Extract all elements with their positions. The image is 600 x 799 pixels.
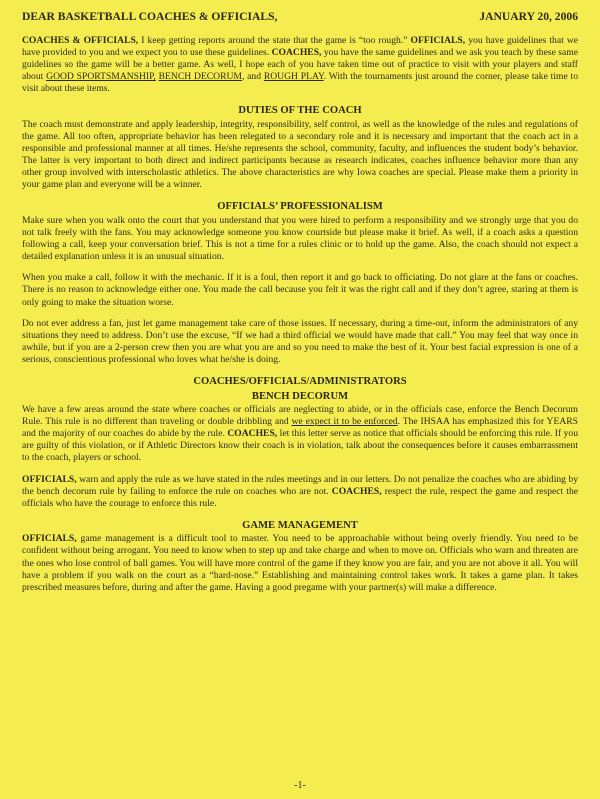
section-title-game-management: GAME MANAGEMENT <box>242 519 358 531</box>
bench-text-4: warn and apply the rule as we have stated in the rules meetings and in our letters. Do not penalize the coaches who are abiding by the bench decorum rule by failing to enforce the rule on coaches who are not. <box>22 473 578 497</box>
section-title-bench-decorum: BENCH DECORUM <box>251 390 349 402</box>
letter-date: JANUARY 20, 2006 <box>479 10 578 23</box>
topic-bench-decorum: BENCH DECORUM <box>158 71 242 83</box>
intro-bold-1: COACHES & OFFICIALS, <box>22 34 139 46</box>
intro-paragraph <box>22 35 578 96</box>
section-title-coaches-officials-admins: COACHES/OFFICIALS/ADMINISTRATORS <box>193 376 407 388</box>
officials-paragraph-2: When you make a call, follow it with the mechanic. If it is a foul, then report it and go back to officiating. Do not glare at the fans or coaches. There is no reason to acknowledge either one. You made the call because you felt it was the right call and if they don’t agree, staring at them is only going to make the situation worse. <box>22 272 578 308</box>
section-title-officials: OFFICIALS’ PROFESSIONALISM <box>217 201 383 213</box>
page-number: -1- <box>294 780 306 792</box>
bench-text-2: . The IHSAA has emphasized this for YEARS and the majority of our coaches do abide by the rule. <box>22 416 578 440</box>
letter-header <box>22 10 578 25</box>
officials-paragraph-1: Make sure when you walk onto the court that you understand that you were hired to perform a responsibility and we strongly urge that you do not talk freely with the fans. You may acknowledge someone you know courtside but please make it brief. As well, if a coach asks a question following a call, keep your conversation brief. This is not a time for a rules clinic or to hold up the game. Also, the coach should not expect a detailed explanation unless it is an unusual situation. <box>22 214 578 263</box>
bench-text-5: respect the rule, respect the game and respect the officials who have the courage to enforce this rule. <box>22 485 578 509</box>
topic-rough-play: ROUGH PLAY <box>263 71 324 83</box>
duties-paragraph: The coach must demonstrate and apply leadership, integrity, responsibility, self control, as well as the knowledge of the rules and regulations of the game. All too often, appropriate behavior has been relegated to a secondary role and it is necessary and important that the coach act in a responsible and professional manner at all times. He/she represents the school, community, faculty, and influences the student body’s behavior. The latter is very important to both direct and indirect participants because as research indicates, coaches influence behavior more than any other group involved with interscholastic athletics. The above characteristics are why Iowa coaches are special. Please make them a priority in your game plan and everyone will be a winner. <box>22 118 578 191</box>
officials-paragraph-3: Do not ever address a fan, just let game management take care of those issues. If necessary, during a time-out, inform the administrators of any situations they need to address. Don’t use the excuse, “If we had a third official we would have made that call.” You may feel that way once in awhile, but if you are a 2-person crew then you are what you are and so you need to make the best of it. Your best facial expression is one of a serious, conscientious professional who loves what he/she is doing. <box>22 317 578 366</box>
bench-text-3: let this letter serve as notice that officials should be enforcing this rule. If you are guilty of this violation, or if Athletic Directors know their coach is in violation, talk about the consequences before it causes embarrassment to the coach, players or school. <box>22 428 578 464</box>
intro-text-3: you have the same guidelines and we ask you teach by these same guidelines so the game will be a better game. As well, I hope each of you have taken time out of practice to visit with your players and staff about <box>22 46 578 83</box>
salutation: DEAR BASKETBALL COACHES & OFFICIALS, <box>22 10 278 23</box>
intro-text-4: . With the tournaments just around the corner, please take time to visit about these items. <box>22 71 578 95</box>
intro-bold-2: OFFICIALS, <box>410 34 466 46</box>
intro-bold-3: COACHES, <box>271 46 322 58</box>
bench-bold-coaches-2: COACHES, <box>331 485 382 497</box>
bench-underlined: we expect it to be enforced <box>291 416 398 428</box>
intro-sep-2: , and <box>241 71 264 83</box>
bench-paragraph-1 <box>22 404 578 465</box>
bench-bold-officials: OFFICIALS, <box>22 473 77 485</box>
game-text: game management is a difficult tool to master. You need to be approachable without being overly friendly. You need to be confident without being arrogant. You need to know when to step up and take charge and when to move on. Officials who warn and threaten are the ones who lose control of ball games. You will have more control of the game if they know you are fair, and you are not above it all. You will have a problem if you walk on the court as a “hard-nose.” Establishing and maintaining control takes work. It takes a game plan. It takes prescribed measures before, during and after the game. Having a good pregame with your partner(s) will make a difference. <box>22 533 578 593</box>
bench-paragraph-2 <box>22 474 578 510</box>
bench-text-1: We have a few areas around the state where coaches or officials are neglecting to abide, or in the officials case, enforce the Bench Decorum Rule. This rule is no different than traveling or double dribbling and <box>22 403 578 428</box>
topic-good-sportsmanship: GOOD SPORTSMANSHIP, <box>46 71 156 83</box>
section-title-duties: DUTIES OF THE COACH <box>238 105 362 117</box>
bench-bold-coaches: COACHES, <box>227 428 278 440</box>
game-paragraph <box>22 533 578 594</box>
intro-text-1: I keep getting reports around the state that the game is “too rough.” <box>138 34 411 46</box>
intro-text-2: you have guidelines that we have provided to you and we expect you to use these guidelines. <box>22 34 579 58</box>
game-bold-officials: OFFICIALS, <box>22 533 77 545</box>
